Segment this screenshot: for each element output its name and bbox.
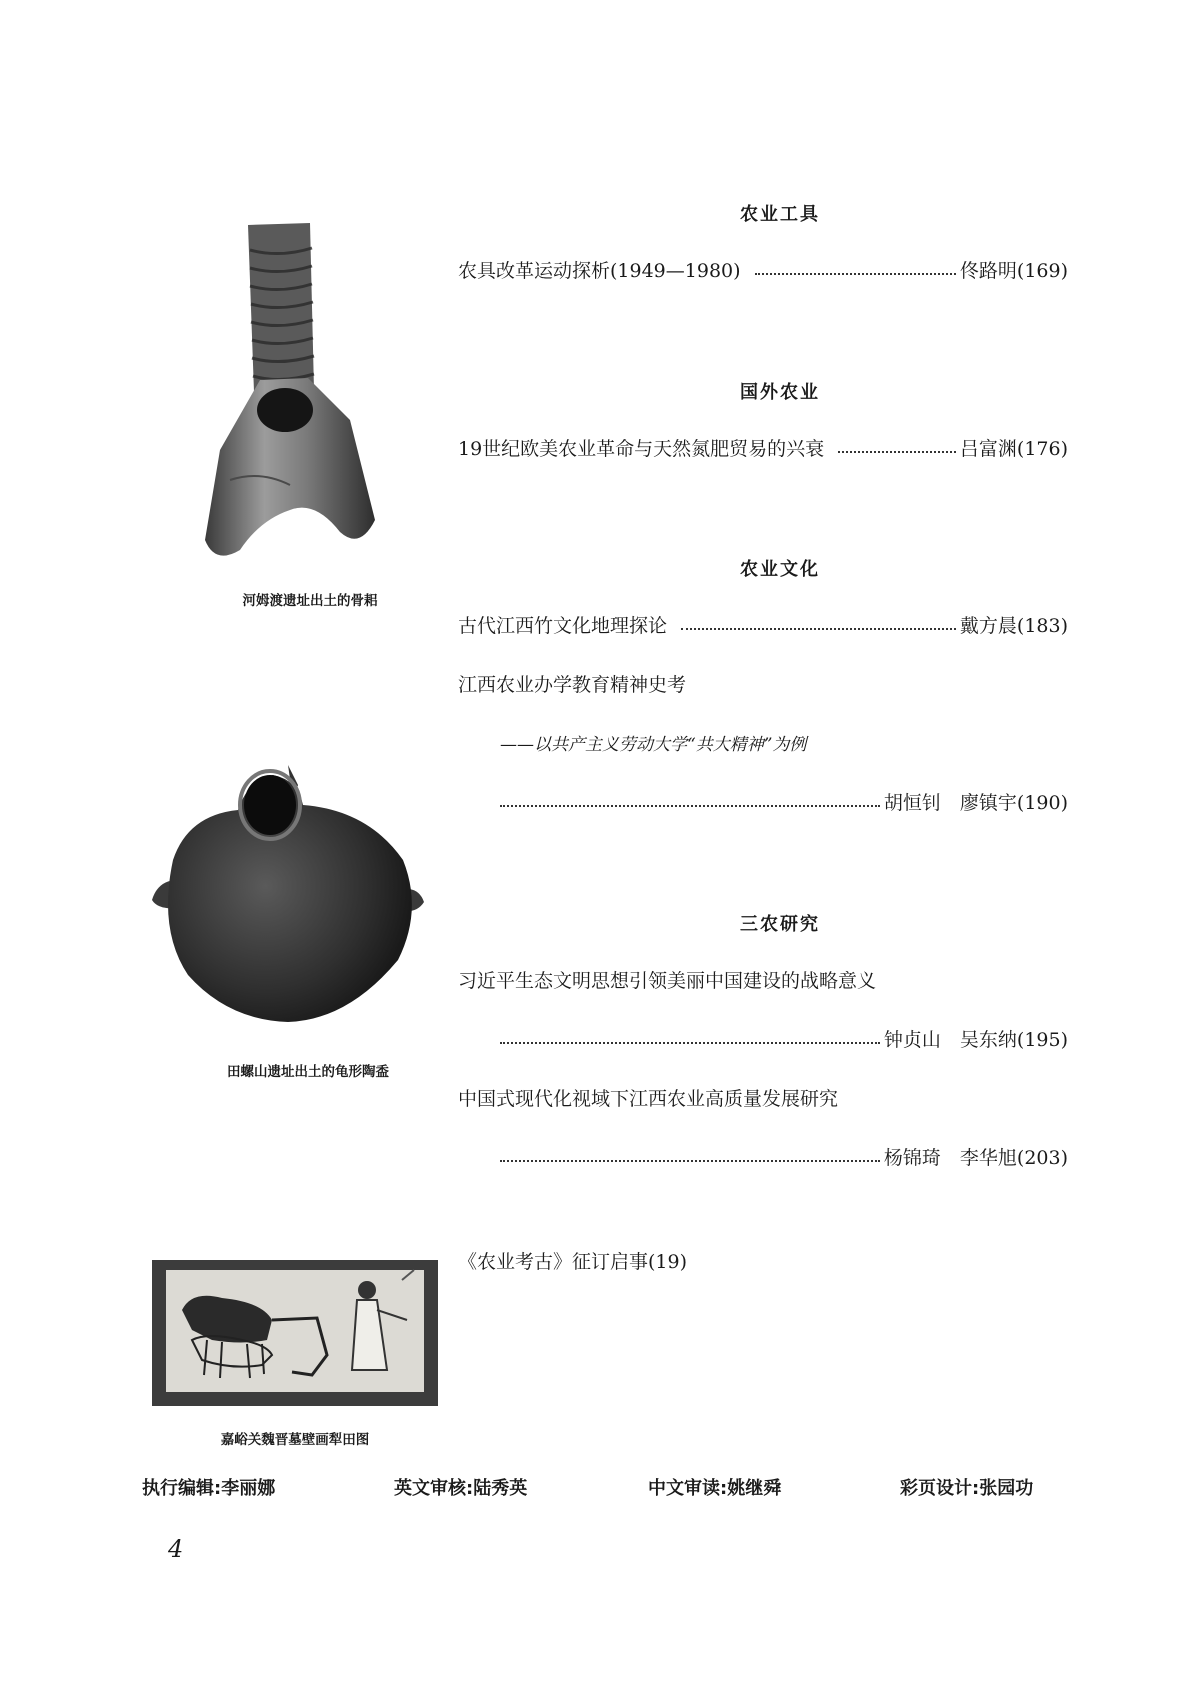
section-title-foreign: 国外农业 — [740, 382, 820, 403]
toc-entry[interactable] — [458, 611, 1068, 638]
entry-author-page: 佟路明(169) — [959, 260, 1068, 282]
entry-title: 农具改革运动探析(1949—1980) — [458, 260, 741, 282]
entry-author-page: 戴方晨(183) — [959, 615, 1068, 637]
dot-leader — [500, 804, 880, 807]
credit-color-design: 彩页设计:张园功 — [900, 1478, 1034, 1499]
entry-author-page: 胡恒钊 廖镇宇(190) — [883, 792, 1068, 814]
page-number: 4 — [168, 1535, 184, 1563]
entry-title: 古代江西竹文化地理探论 — [458, 615, 668, 637]
bone-spade-photo — [200, 220, 400, 565]
toc-entry-author-line[interactable] — [500, 1025, 1068, 1052]
ploughing-mural-photo — [152, 1260, 438, 1406]
toc-entry-title-line[interactable] — [458, 966, 1068, 993]
entry-title: 习近平生态文明思想引领美丽中国建设的战略意义 — [458, 970, 877, 992]
entry-title: 中国式现代化视域下江西农业高质量发展研究 — [458, 1088, 839, 1110]
notice-text: 《农业考古》征订启事(19) — [458, 1251, 688, 1273]
entry-title: 19世纪欧美农业革命与天然氮肥贸易的兴衰 — [458, 438, 825, 460]
turtle-pot-photo — [148, 760, 428, 1030]
entry-title: 江西农业办学教育精神史考 — [458, 674, 687, 696]
dot-leader — [500, 1159, 880, 1162]
section-title-tools: 农业工具 — [740, 204, 820, 225]
subscription-notice[interactable] — [458, 1247, 1068, 1274]
credit-exec-editor: 执行编辑:李丽娜 — [142, 1478, 276, 1499]
entry-author-page: 杨锦琦 李华旭(203) — [883, 1147, 1068, 1169]
section-title-sannong: 三农研究 — [740, 914, 820, 935]
credit-chinese-review: 中文审读:姚继舜 — [648, 1478, 782, 1499]
entry-author-page: 吕富渊(176) — [959, 438, 1068, 460]
toc-entry-author-line[interactable] — [500, 1143, 1068, 1170]
toc-entry-title-line[interactable] — [458, 670, 1068, 697]
dot-leader — [755, 272, 956, 275]
bone-spade-caption: 河姆渡遗址出土的骨耜 — [242, 593, 378, 609]
toc-entry[interactable] — [458, 256, 1068, 283]
dot-leader — [681, 627, 956, 630]
toc-entry-title-line[interactable] — [458, 1084, 1068, 1111]
ploughing-mural-caption: 嘉峪关魏晋墓壁画犁田图 — [220, 1432, 370, 1448]
dot-leader — [838, 450, 956, 453]
toc-entry-author-line[interactable] — [500, 788, 1068, 815]
entry-author-page: 钟贞山 吴东纳(195) — [883, 1029, 1068, 1051]
section-title-culture: 农业文化 — [740, 559, 820, 580]
credit-english-review: 英文审核:陆秀英 — [394, 1478, 528, 1499]
dot-leader — [500, 1041, 880, 1044]
entry-subtitle: ——以共产主义劳动大学“共大精神”为例 — [500, 735, 807, 755]
turtle-pot-caption: 田螺山遗址出土的龟形陶盉 — [227, 1064, 389, 1080]
toc-entry[interactable] — [458, 434, 1068, 461]
